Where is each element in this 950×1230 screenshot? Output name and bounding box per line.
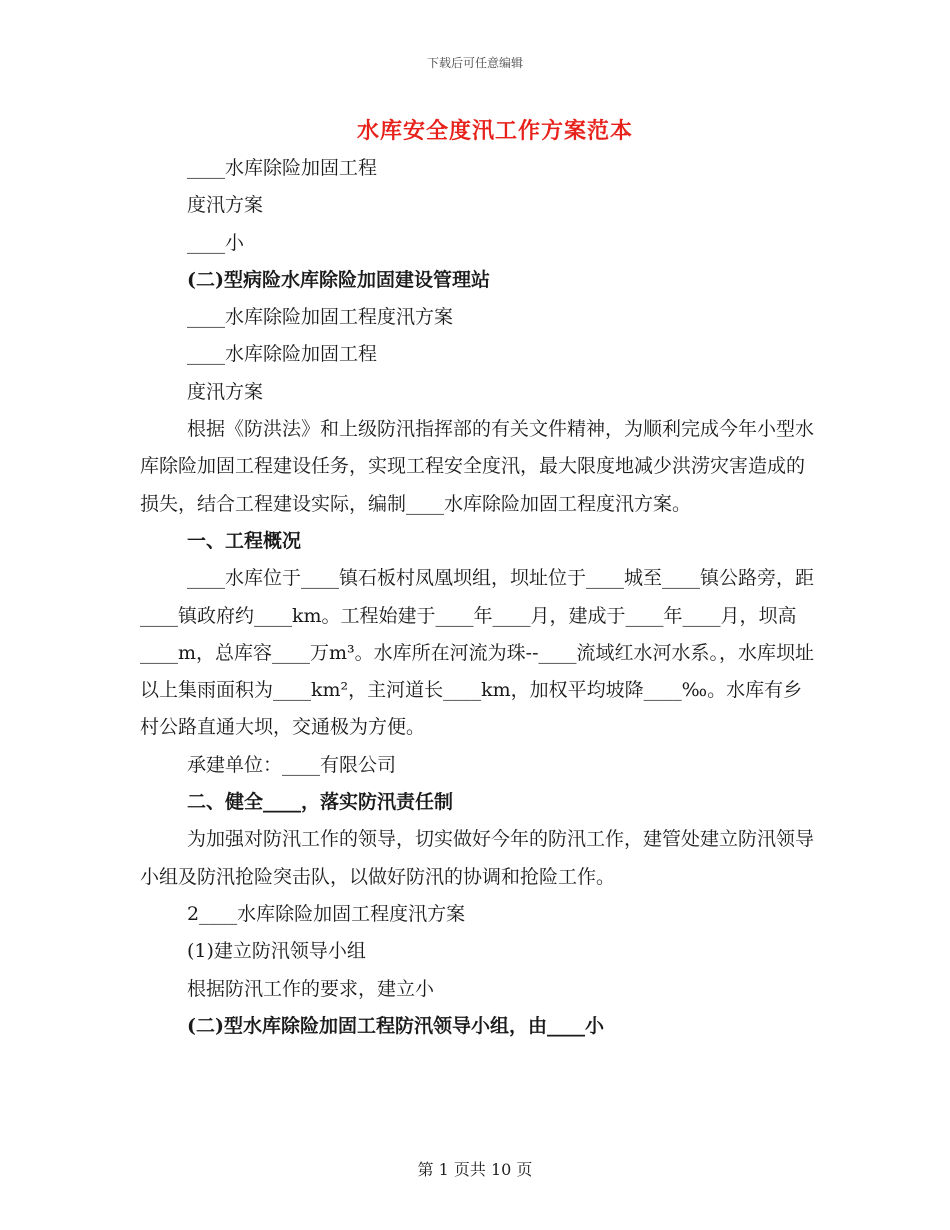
paragraph: 度汛方案 bbox=[187, 380, 264, 403]
section-heading: (二)型病险水库除险加固建设管理站 bbox=[187, 268, 490, 291]
paragraph: ____水库位于____镇石板村凤凰坝组，坝址位于____城至____镇公路旁，距____镇政府约____km。工程始建于____年____月，建成于____年____月，坝高____m，总库容____万m³。水库所在河流为珠--____流域红水河水系。，水库坝址以上集雨面积为____km²，主河道长____km，加权平均坡降____‰。水库有乡村公路直通大坝，交通极为方便。 bbox=[140, 567, 815, 739]
paragraph: (1)建立防汛领导小组 bbox=[187, 940, 366, 963]
paragraph: 度汛方案 bbox=[187, 194, 264, 217]
section-heading: 一、工程概况 bbox=[187, 529, 302, 552]
document-title: 水库安全度汛工作方案范本 bbox=[356, 118, 633, 144]
paragraph: ____水库除险加固工程 bbox=[187, 343, 378, 366]
paragraph: ____水库除险加固工程 bbox=[187, 157, 378, 179]
paragraph: ____水库除险加固工程度汛方案 bbox=[187, 306, 454, 329]
page-header-note: 下载后可任意编辑 bbox=[426, 56, 523, 70]
paragraph: 根据《防洪法》和上级防汛指挥部的有关文件精神，为顺利完成今年小型水库除险加固工程建设任务，实现工程安全度汛，最大限度地减少洪涝灾害造成的损失，结合工程建设实际，编制____水库除险加固工程度汛方案。 bbox=[140, 418, 815, 515]
section-heading: 二、健全____，落实防汛责任制 bbox=[187, 791, 454, 814]
paragraph: 2____水库除险加固工程度汛方案 bbox=[187, 902, 466, 925]
document-body bbox=[140, 150, 820, 1045]
paragraph: 为加强对防汛工作的领导，切实做好今年的防汛工作，建管处建立防汛领导小组及防汛抢险突击队，以做好防汛的协调和抢险工作。 bbox=[140, 828, 815, 888]
page-number: 第 1 页共 10 页 bbox=[417, 1160, 533, 1179]
paragraph: 承建单位：____有限公司 bbox=[187, 753, 397, 776]
paragraph: 根据防汛工作的要求，建立小 bbox=[187, 977, 435, 1000]
paragraph: ____小 bbox=[187, 231, 245, 254]
section-heading: (二)型水库除险加固工程防汛领导小组，由____小 bbox=[187, 1014, 604, 1037]
